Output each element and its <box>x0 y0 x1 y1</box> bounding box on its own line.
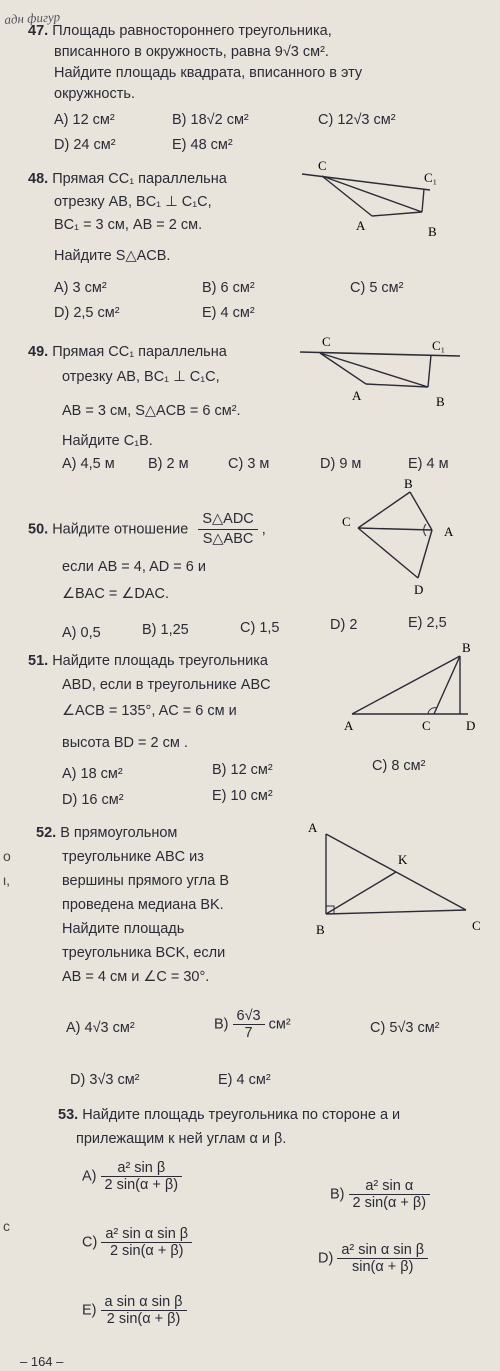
answer-option: A) 12 см² <box>54 112 115 128</box>
problem-number: 47. <box>28 23 49 39</box>
problem-number: 52. <box>36 825 57 841</box>
answer-option: B) 1,25 <box>142 622 189 638</box>
figure-49 <box>300 332 470 412</box>
problem-text: Найдите площадь квадрата, вписанного в эту <box>54 65 363 81</box>
problem-text: отрезку AB, BC₁ ⊥ C₁C, <box>62 369 220 385</box>
figure-label: B <box>462 640 471 655</box>
problem-text: треугольника BCK, если <box>62 945 226 961</box>
problem-text: ABD, если в треугольнике ABC <box>62 677 271 693</box>
answer-option: D) 16 см² <box>62 792 124 808</box>
figure-label: A <box>352 388 362 403</box>
problem-text: Найдите площадь <box>62 921 185 937</box>
problem-text: ∠BAC = ∠DAC. <box>62 586 169 602</box>
answer-option: A) $\frac{\text{a² sin β}}{2 \sin(\alpha + \beta)}$ <box>82 1160 182 1193</box>
problem-text: 47. Площадь равностороннего треугольника, <box>28 23 332 39</box>
answer-option: C) 12√3 см² <box>318 112 396 128</box>
edge-mark: ι, <box>3 872 10 888</box>
figure-label: D <box>414 582 424 597</box>
answer-option: A) 4,5 м <box>62 456 115 472</box>
figure-label: A <box>344 718 354 733</box>
answer-option: C) 5 см² <box>350 280 404 296</box>
problem-text: 49. Прямая CC₁ параллельна <box>28 344 227 360</box>
answer-option: C) $\frac{\text{a² sin α sin β}}{2 \sin(\alpha + \beta)}$ <box>82 1226 192 1259</box>
problem-text: Найдите C₁B. <box>62 433 153 449</box>
figure-48 <box>300 160 450 240</box>
answer-option: B) $\frac{\text{a² sin α}}{2 \sin(\alpha + \beta)}$ <box>330 1178 430 1211</box>
edge-mark: с <box>3 1218 10 1234</box>
figure-label: C <box>422 718 431 733</box>
figure-label: A <box>444 524 454 539</box>
figure-label: K <box>398 852 408 867</box>
answer-option: A) 18 см² <box>62 766 123 782</box>
figure-label: C <box>472 918 481 933</box>
problem-text: AB = 3 см, S△ACB = 6 см². <box>62 403 241 419</box>
option-b-fraction: $\frac{6√3}{7}$ <box>233 1008 265 1041</box>
problem-text: окружность. <box>54 86 135 102</box>
problem-text: 51. Найдите площадь треугольника <box>28 653 268 669</box>
problem-text: 53. Найдите площадь треугольника по стороне a и <box>58 1107 401 1123</box>
figure-label: A <box>308 820 318 835</box>
problem-number: 50. <box>28 521 49 538</box>
problem-text: 50. Найдите отношение $\frac{\text{S△ADC}}{\text{S△ABC}}$ , <box>28 511 266 547</box>
answer-option: B) 6 см² <box>202 280 255 296</box>
figure-label: C₁ <box>432 338 446 353</box>
answer-option: C) 8 см² <box>372 758 426 774</box>
answer-option: E) $\frac{\text{a sin α sin β}}{2 \sin(\alpha + \beta)}$ <box>82 1294 187 1327</box>
problem-text: 48. Прямая CC₁ параллельна <box>28 171 227 187</box>
figure-label: C <box>342 514 351 529</box>
problem-text: проведена медиана BK. <box>62 897 224 913</box>
answer-option: C) 3 м <box>228 456 270 472</box>
answer-option: E) 4 м <box>408 456 449 472</box>
answer-option: A) 0,5 <box>62 625 101 641</box>
figure-label: B <box>316 922 325 937</box>
answer-option: D) 24 см² <box>54 137 116 153</box>
figure-label: B <box>404 476 413 491</box>
figure-label: C₁ <box>424 170 438 185</box>
answer-option: D) $\frac{\text{a² sin α sin β}}{\sin(\alpha + \beta)}$ <box>318 1242 428 1275</box>
problem-text: 52. В прямоугольном <box>36 825 178 841</box>
figure-label: C <box>322 334 331 349</box>
edge-mark: о <box>3 848 11 864</box>
answer-option: B) 18√2 см² <box>172 112 249 128</box>
figure-label: C <box>318 158 327 173</box>
figure-label: D <box>466 718 476 733</box>
answer-option: A) 4√3 см² <box>66 1020 135 1036</box>
answer-option: E) 48 см² <box>172 137 233 153</box>
answer-option: B) $\frac{6√3}{7}$ см² <box>214 1008 291 1041</box>
problem-text: отрезку AB, BC₁ ⊥ C₁C, <box>54 194 212 210</box>
problem-text: ∠ACB = 135°, AC = 6 см и <box>62 703 237 719</box>
problem-text: если AB = 4, AD = 6 и <box>62 559 206 575</box>
page-number: – 164 – <box>20 1354 64 1369</box>
answer-option: C) 1,5 <box>240 620 280 636</box>
problem-number: 51. <box>28 653 49 669</box>
problem-text: Найдите S△ACB. <box>54 248 171 264</box>
ratio-fraction: $\frac{\text{S△ADC}}{\text{S△ABC}}$ <box>198 510 257 549</box>
problem-number: 53. <box>58 1107 79 1123</box>
figure-label: B <box>436 394 445 409</box>
answer-option: D) 2,5 см² <box>54 305 120 321</box>
problem-text: вписанного в окружность, равна 9√3 см². <box>54 44 329 60</box>
figure-52 <box>300 818 490 938</box>
answer-option: D) 9 м <box>320 456 362 472</box>
answer-option: E) 2,5 <box>408 615 447 631</box>
figure-label: B <box>428 224 437 239</box>
problem-text: BC₁ = 3 см, AB = 2 см. <box>54 217 203 233</box>
figure-50 <box>340 478 470 608</box>
answer-option: E) 10 см² <box>212 788 273 804</box>
answer-option: B) 12 см² <box>212 762 273 778</box>
answer-option: A) 3 см² <box>54 280 107 296</box>
problem-text: высота BD = 2 см . <box>62 735 188 751</box>
problem-text: треугольнике ABC из <box>62 849 204 865</box>
problem-number: 48. <box>28 171 49 187</box>
answer-option: D) 3√3 см² <box>70 1072 140 1088</box>
answer-option: B) 2 м <box>148 456 189 472</box>
problem-text: вершины прямого угла B <box>62 873 230 889</box>
figure-label: A <box>356 218 366 233</box>
answer-option: E) 4 см² <box>218 1072 271 1088</box>
answer-option: D) 2 <box>330 617 358 633</box>
problem-text: прилежащим к ней углам α и β. <box>76 1131 287 1147</box>
figure-51 <box>340 640 490 740</box>
answer-option: C) 5√3 см² <box>370 1020 440 1036</box>
section-header: адн фигур <box>4 9 61 27</box>
problem-text: AB = 4 см и ∠C = 30°. <box>62 969 210 985</box>
answer-option: E) 4 см² <box>202 305 255 321</box>
problem-number: 49. <box>28 344 49 360</box>
